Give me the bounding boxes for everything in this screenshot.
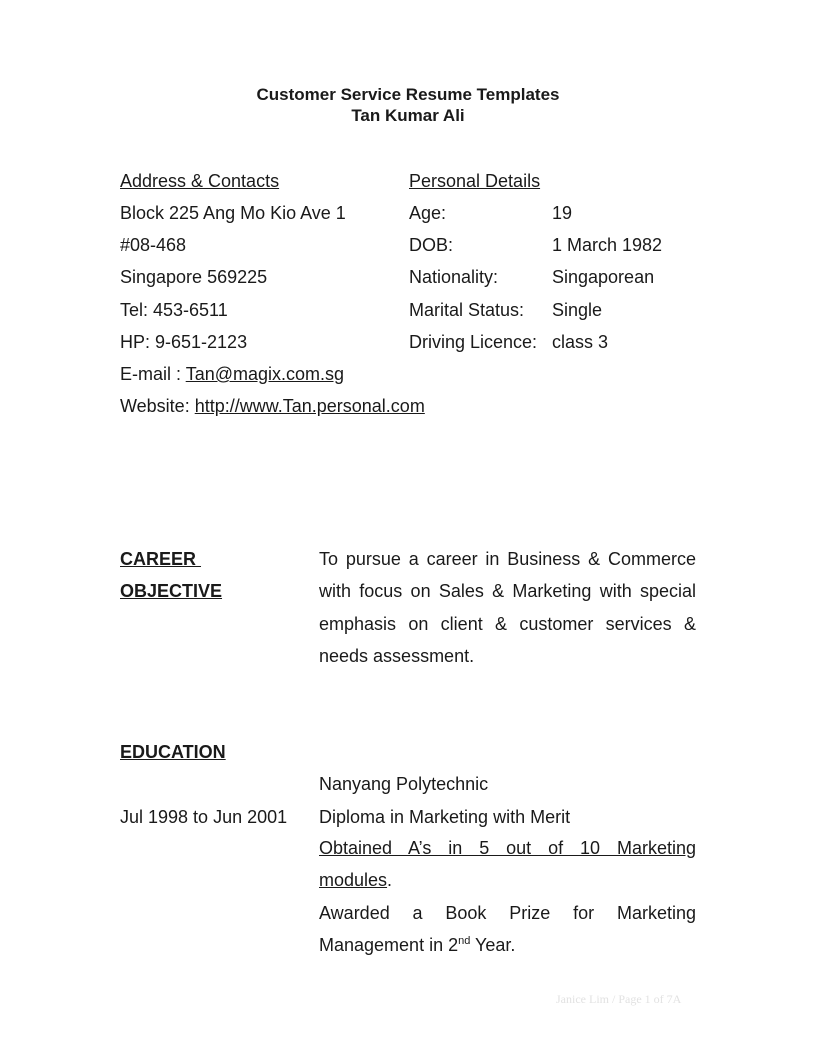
dob-label: DOB: <box>409 235 454 255</box>
achievement-line <box>319 864 696 896</box>
achievement-line: Obtained A’s in 5 out of 10 Marketing <box>319 838 696 858</box>
nationality-value: Singaporean <box>552 267 655 287</box>
ordinal-suffix: nd <box>458 934 471 947</box>
age-value: 19 <box>552 203 573 223</box>
personal-heading: Personal Details <box>409 171 541 191</box>
career-line: To pursue a career in Business & Commerce <box>319 549 696 569</box>
career-line: emphasis on client & customer services & <box>319 613 696 634</box>
career-heading-line1: CAREER <box>120 549 202 569</box>
marital-label: Marital Status: <box>409 300 525 320</box>
website-link[interactable]: http://www.Tan.personal.com <box>194 396 425 416</box>
page-footer: Janice Lim / Page 1 of 7A <box>556 992 682 1006</box>
career-line: with focus on Sales & Marketing with special <box>319 581 696 602</box>
address-heading: Address & Contacts <box>120 171 280 191</box>
licence-value: class 3 <box>552 332 609 352</box>
nationality-label: Nationality: <box>409 267 499 287</box>
achievement-period: . <box>387 870 393 891</box>
achievement-line: Awarded a Book Prize for Marketing <box>319 902 696 923</box>
candidate-name: Tan Kumar Ali <box>351 106 465 125</box>
achievement-line <box>319 929 696 961</box>
website-row <box>120 395 425 417</box>
diploma: Diploma in Marketing with Merit <box>319 807 571 827</box>
achievement-text: Year. <box>470 934 516 955</box>
website-label: Website: <box>120 396 195 416</box>
address-line3: Singapore 569225 <box>120 267 268 287</box>
email-link[interactable]: Tan@magix.com.sg <box>185 364 345 384</box>
address-line1: Block 225 Ang Mo Kio Ave 1 <box>120 203 346 223</box>
career-objective-text <box>319 543 696 672</box>
marital-value: Single <box>552 300 603 320</box>
telephone: Tel: 453-6511 <box>120 300 228 320</box>
achievement-modules: modules <box>319 870 388 891</box>
email-row <box>120 363 344 385</box>
education-period: Jul 1998 to Jun 2001 <box>120 807 288 827</box>
address-line2: #08-468 <box>120 235 187 255</box>
dob-value: 1 March 1982 <box>552 235 663 255</box>
document-title: Customer Service Resume Templates <box>256 85 560 104</box>
career-line: needs assessment. <box>319 645 475 666</box>
education-achievements <box>319 832 696 961</box>
age-label: Age: <box>409 203 447 223</box>
email-label: E-mail : <box>120 364 186 384</box>
handphone: HP: 9-651-2123 <box>120 332 248 352</box>
career-heading-line2: OBJECTIVE <box>120 581 223 601</box>
school-name: Nanyang Polytechnic <box>319 774 489 794</box>
education-heading: EDUCATION <box>120 742 226 762</box>
licence-label: Driving Licence: <box>409 332 538 352</box>
achievement-text: Management in 2 <box>319 934 459 955</box>
